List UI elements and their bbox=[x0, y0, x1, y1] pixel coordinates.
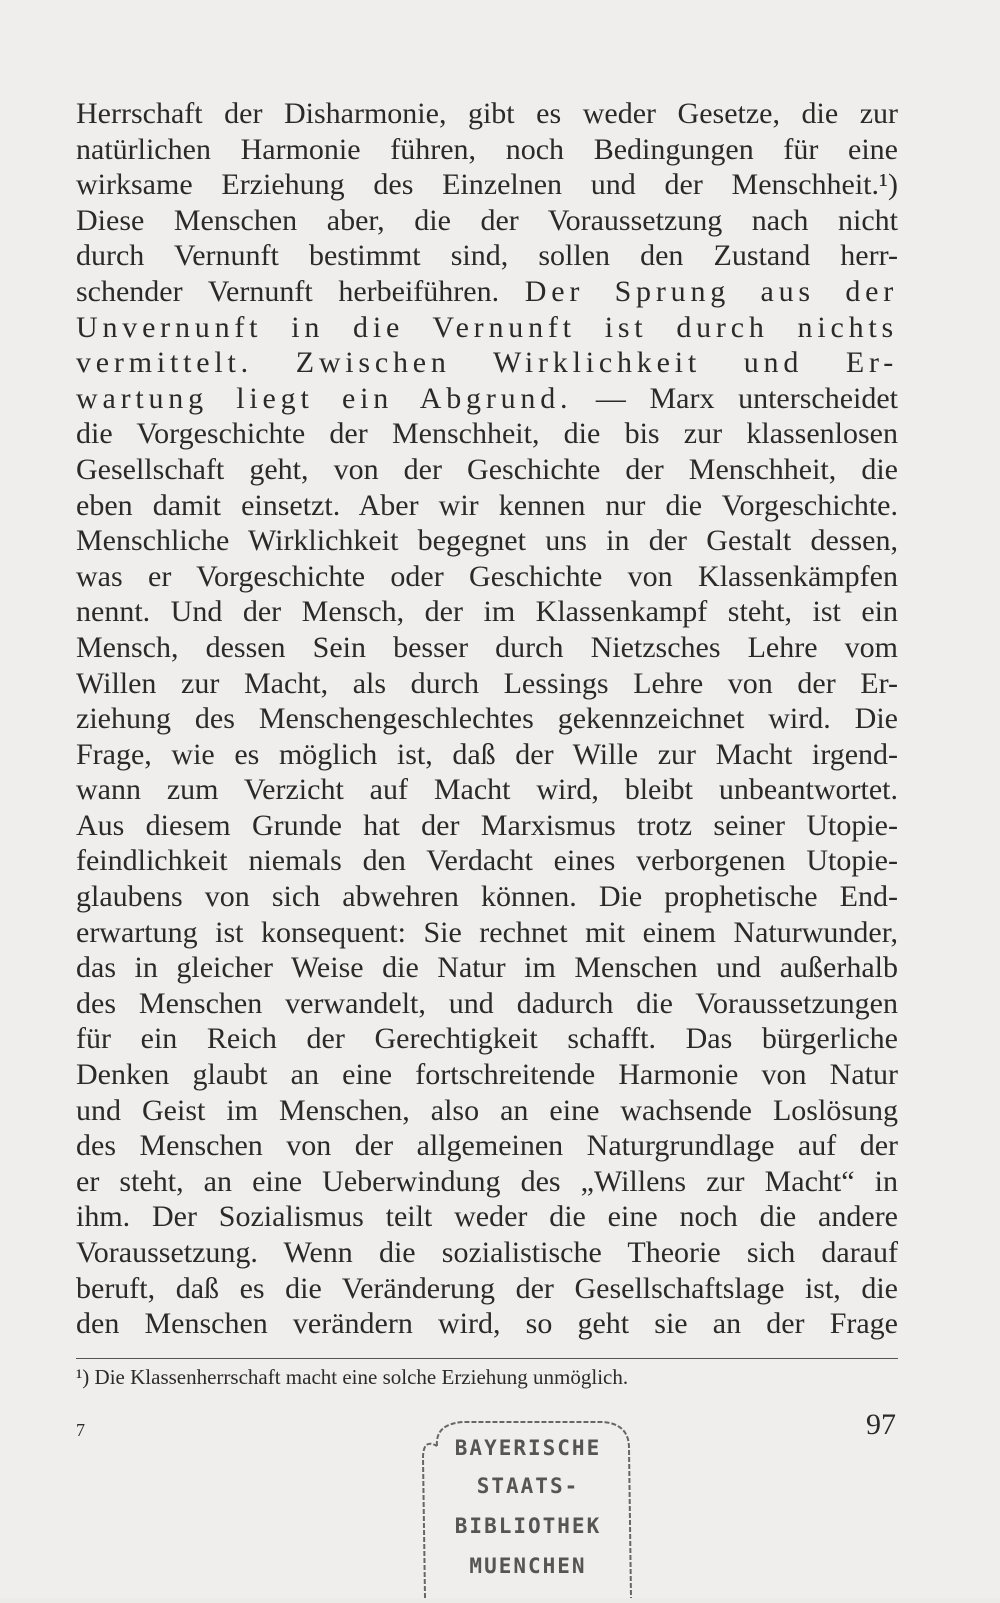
text-line: Frage, wie es möglich ist, daß der Wille zur Macht irgend- bbox=[76, 737, 898, 771]
text-line: Herrschaft der Disharmonie, gibt es weder Gesetze, die zur bbox=[76, 97, 898, 130]
text-line: Voraussetzung. Wenn die sozialistische Theorie sich darauf bbox=[76, 1236, 898, 1269]
text-line: was er Vorgeschichte oder Geschichte von Klassenkämpfen bbox=[76, 559, 898, 593]
text-line bbox=[76, 274, 898, 310]
text-line: er steht, an eine Ueberwindung des „Willens zur Macht“ in bbox=[76, 1164, 898, 1198]
spaced-text-line: Unvernunft in die Vernunft ist durch nichts bbox=[76, 310, 898, 344]
text-line: das in gleicher Weise die Natur im Menschen und außerhalb bbox=[76, 951, 898, 985]
text-line: beruft, daß es die Veränderung der Gesellschaftslage ist, die bbox=[76, 1271, 898, 1305]
text-line: Gesellschaft geht, von der Geschichte der Menschheit, die bbox=[76, 452, 898, 486]
text-line: und Geist im Menschen, also an eine wachsende Loslösung bbox=[76, 1093, 898, 1127]
text-line: nennt. Und der Mensch, der im Klassenkampf steht, ist ein bbox=[76, 595, 898, 629]
stamp-line: BAYERISCHE bbox=[454, 1436, 602, 1460]
text-line: glaubens von sich abwehren können. Die prophetische End- bbox=[76, 880, 898, 914]
text-line: ihm. Der Sozialismus teilt weder die eine noch die andere bbox=[76, 1200, 898, 1234]
text-line: Willen zur Macht, als durch Lessings Lehre von der Er- bbox=[76, 666, 898, 700]
text-line: des Menschen verwandelt, und dadurch die Voraussetzungen bbox=[76, 986, 898, 1020]
text-line: eben damit einsetzt. Aber wir kennen nur die Vorgeschichte. bbox=[76, 488, 898, 522]
text-line: erwartung ist konsequent: Sie rechnet mit einem Naturwunder, bbox=[76, 915, 898, 949]
spaced-text-fragment: wartung liegt ein Abgrund. bbox=[76, 381, 573, 415]
text-line: feindlichkeit niemals den Verdacht eines verborgenen Utopie- bbox=[76, 844, 898, 878]
spaced-text-line: vermittelt. Zwischen Wirklichkeit und Er- bbox=[76, 346, 898, 380]
stamp-line: BIBLIOTHEK bbox=[454, 1514, 602, 1538]
footnote-divider bbox=[76, 1358, 898, 1359]
spaced-text-fragment: Der Sprung aus der bbox=[524, 274, 899, 308]
page-number: 97 bbox=[866, 1408, 896, 1441]
text-line bbox=[76, 381, 898, 417]
text-line: Denken glaubt an eine fortschreitende Harmonie von Natur bbox=[76, 1058, 898, 1092]
text-line: Menschliche Wirklichkeit begegnet uns in der Gestalt dessen, bbox=[76, 524, 898, 558]
text-line: die Vorgeschichte der Menschheit, die bis zur klassenlosen bbox=[76, 417, 898, 451]
stamp-line: MUENCHEN bbox=[469, 1554, 587, 1578]
footnote bbox=[76, 1362, 856, 1392]
body-text bbox=[76, 96, 898, 1342]
text-line: durch Vernunft bestimmt sind, sollen den Zustand herr- bbox=[76, 239, 898, 273]
text-fragment: schender Vernunft herbeiführen. bbox=[76, 274, 500, 308]
text-line: Aus diesem Grunde hat der Marxismus trotz seiner Utopie- bbox=[76, 808, 898, 842]
text-line: wann zum Verzicht auf Macht wird, bleibt unbeantwortet. bbox=[76, 773, 898, 807]
text-line: Diese Menschen aber, die der Voraussetzung nach nicht bbox=[76, 203, 898, 237]
text-line: den Menschen verändern wird, so geht sie an der Frage bbox=[76, 1307, 898, 1341]
text-line: für ein Reich der Gerechtigkeit schafft. Das bürgerliche bbox=[76, 1022, 898, 1056]
signature-mark: 7 bbox=[76, 1420, 85, 1440]
text-fragment: — Marx unterscheidet bbox=[595, 381, 899, 415]
text-line: wirksame Erziehung des Einzelnen und der Menschheit.¹) bbox=[76, 168, 898, 202]
text-line: des Menschen von der allgemeinen Naturgrundlage auf der bbox=[76, 1129, 898, 1163]
text-line: ziehung des Menschengeschlechtes gekennzeichnet wird. Die bbox=[76, 702, 898, 736]
footnote-text: Die Klassenherrschaft macht eine solche Erziehung unmöglich. bbox=[94, 1365, 629, 1389]
library-stamp bbox=[415, 1418, 641, 1598]
footnote-mark: ¹) bbox=[76, 1365, 90, 1389]
stamp-line: STAATS- bbox=[476, 1474, 580, 1498]
text-line: natürlichen Harmonie führen, noch Bedingungen für eine bbox=[76, 132, 898, 166]
text-line: Mensch, dessen Sein besser durch Nietzsches Lehre vom bbox=[76, 630, 898, 664]
